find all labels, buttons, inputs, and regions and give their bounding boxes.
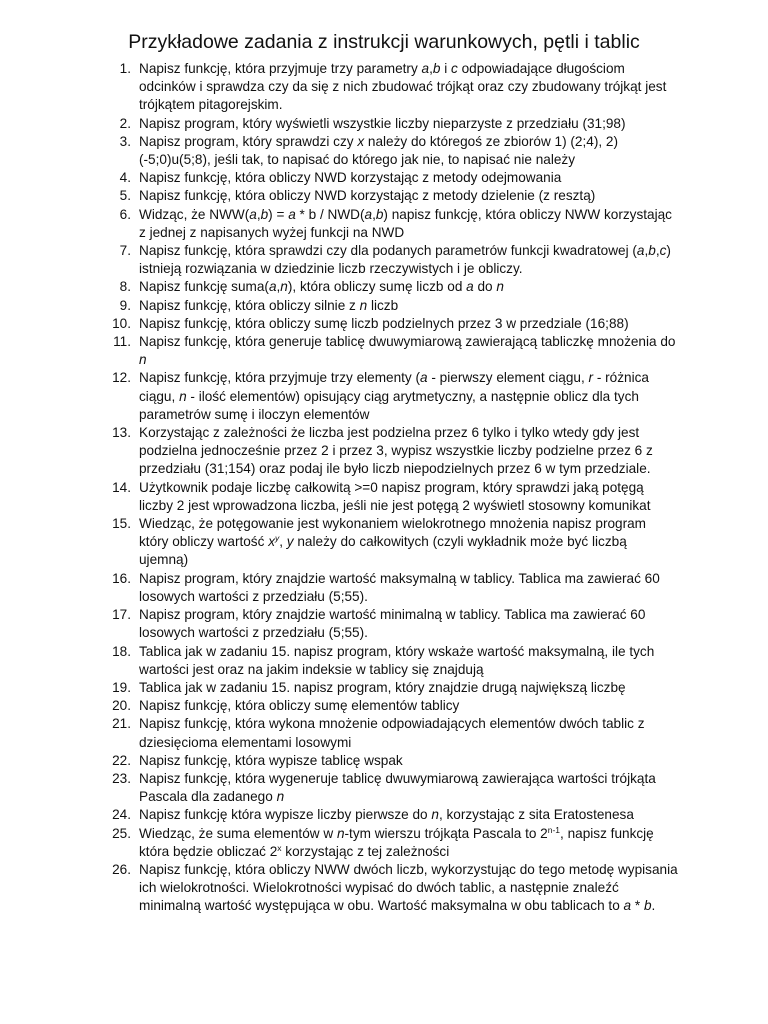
task-text bbox=[139, 207, 672, 240]
task-text-segment: Użytkownik podaje liczbę całkowitą >=0 napisz program, który sprawdzi jaką potęgą liczby 2 jest wprowadzona liczba, jeśli nie jest potęgą 2 wyświetl stosowny komunikat bbox=[139, 479, 651, 513]
task-text-segment: - różnica ciągu, bbox=[139, 370, 649, 404]
task-text bbox=[139, 480, 651, 513]
task-text-segment: Napisz funkcję która wypisze liczby pierwsze do bbox=[139, 807, 432, 823]
task-number: 8. bbox=[119, 279, 131, 295]
task-text-segment: - ilość elementów) opisujący ciąg arytmetyczny, a następnie oblicz dla tych parametrów sumę i iloczyn elementów bbox=[139, 388, 639, 422]
task-number: 15. bbox=[112, 516, 131, 532]
task-text bbox=[139, 334, 675, 367]
task-text-segment: y bbox=[286, 534, 294, 550]
task-item bbox=[0, 133, 679, 169]
task-number: 5. bbox=[119, 188, 131, 204]
task-item bbox=[0, 424, 679, 479]
task-number: 3. bbox=[119, 133, 131, 149]
task-item bbox=[0, 770, 679, 806]
task-text-segment: x bbox=[268, 534, 275, 550]
task-text-segment: Napisz program, który znajdzie wartość minimalną w tablicy. Tablica ma zawierać 60 losowych wartości z przedziału (5;55). bbox=[139, 607, 646, 641]
task-text-segment: a bbox=[249, 206, 257, 222]
task-text-segment: -tym wierszu trójkąta Pascala to 2 bbox=[344, 825, 548, 841]
task-text-segment: x bbox=[357, 133, 365, 149]
task-text-segment: Korzystając z zależności że liczba jest podzielna przez 6 tylko i tylko wtedy gdy jest podzielna jednocześnie przez 2 i przez 3, wypisz wszystkie liczby podzielne przez 6 z przedziału (31;154) oraz podaj ile było liczb niepodzielnych przez 6 w tym przedziale. bbox=[139, 425, 653, 477]
task-item bbox=[0, 643, 679, 679]
task-item bbox=[0, 242, 679, 278]
task-text-segment: , korzystając z sita Eratostenesa bbox=[438, 807, 634, 823]
task-text-segment: Napisz funkcję, która obliczy sumę liczb podzielnych przez 3 w przedziale (16;88) bbox=[139, 315, 629, 331]
task-text-segment: Napisz funkcję, która przyjmuje trzy elementy ( bbox=[139, 370, 421, 386]
task-text-segment: b bbox=[432, 61, 441, 76]
task-item bbox=[0, 806, 679, 824]
task-number: 10. bbox=[112, 315, 131, 331]
task-text bbox=[139, 298, 398, 313]
task-number: 6. bbox=[119, 206, 131, 222]
task-text-segment: x bbox=[277, 842, 282, 853]
task-text bbox=[139, 516, 646, 567]
task-number: 20. bbox=[112, 698, 131, 714]
task-text-segment: n bbox=[336, 825, 345, 841]
task-text-segment: y bbox=[274, 533, 280, 544]
task-number: 7. bbox=[119, 243, 131, 259]
task-text-segment: . bbox=[651, 898, 656, 914]
task-text-segment: n bbox=[179, 388, 187, 404]
task-text bbox=[139, 607, 645, 640]
task-text-segment: * b / NWD( bbox=[295, 206, 365, 222]
task-text-segment: b bbox=[375, 206, 384, 222]
task-text bbox=[139, 425, 653, 476]
task-text-segment: Widząc, że NWW( bbox=[139, 206, 250, 222]
task-text-segment: Tablica jak w zadaniu 15. napisz program, który wskaże wartość maksymalną, ile tych wartości jest oraz na jakim indeksie w tablicy się znajdują bbox=[139, 643, 655, 677]
task-text-segment: należy do całkowitych (czyli wykładnik może być liczbą ujemną) bbox=[139, 534, 627, 568]
task-number: 22. bbox=[112, 752, 131, 768]
task-text-segment: , bbox=[276, 279, 281, 295]
task-number: 9. bbox=[119, 297, 131, 313]
task-number: 16. bbox=[112, 570, 131, 586]
task-text-segment: ), która obliczy sumę liczb od bbox=[287, 279, 467, 295]
task-text bbox=[139, 716, 645, 749]
task-number: 4. bbox=[119, 170, 131, 186]
task-number: 14. bbox=[112, 479, 131, 495]
task-text-segment: b bbox=[643, 898, 652, 914]
task-text-segment: Wiedząc, że suma elementów w bbox=[139, 825, 337, 841]
task-item bbox=[0, 315, 679, 333]
task-text-segment: Napisz program, który znajdzie wartość maksymalną w tablicy. Tablica ma zawierać 60 losowych wartości z przedziału (5;55). bbox=[139, 570, 660, 604]
task-text-segment: należy do któregoś ze zbiorów 1) (2;4), 2) (-5;0)u(5;8), jeśli tak, to napisać do którego jak nie, to napisać nie należy bbox=[139, 133, 618, 168]
task-text-segment: a bbox=[288, 206, 296, 222]
task-text-segment: a bbox=[364, 206, 373, 222]
task-text-segment: a bbox=[421, 61, 430, 76]
task-text bbox=[139, 680, 626, 695]
task-text-segment: , bbox=[655, 243, 660, 259]
task-number: 24. bbox=[112, 807, 131, 823]
task-text bbox=[139, 243, 671, 276]
task-number: 26. bbox=[112, 861, 131, 877]
task-text-segment: a bbox=[636, 243, 645, 259]
task-item bbox=[0, 479, 679, 515]
task-text-segment: ) = bbox=[268, 206, 289, 222]
task-text bbox=[139, 753, 403, 768]
task-text-segment: , bbox=[256, 206, 261, 222]
task-item bbox=[0, 515, 679, 570]
task-text bbox=[139, 188, 595, 203]
task-text-segment: - pierwszy element ciągu, bbox=[427, 370, 589, 386]
task-number: 11. bbox=[113, 334, 131, 350]
task-item bbox=[0, 206, 679, 242]
task-text-segment: a bbox=[623, 898, 632, 914]
task-text-segment: Napisz funkcję, która obliczy silnie z bbox=[139, 297, 360, 313]
task-text-segment: Napisz program, który sprawdzi czy bbox=[139, 133, 358, 149]
task-text-segment: b bbox=[260, 206, 269, 222]
task-text-segment: i bbox=[440, 61, 452, 76]
task-text bbox=[139, 370, 649, 421]
task-item bbox=[0, 297, 679, 315]
task-text-segment: Napisz funkcję, która obliczy sumę elementów tablicy bbox=[139, 698, 460, 714]
task-text-segment: odpowiadające długościom odcinków i sprawdza czy da się z nich zbudować trójkąt oraz czy zbudowany trójkąt jest trójkątem pitagorejskim. bbox=[139, 61, 667, 113]
task-text-segment: , napisz funkcję która będzie obliczać 2 bbox=[139, 825, 654, 859]
task-text bbox=[139, 279, 504, 294]
task-number: 1. bbox=[119, 61, 131, 76]
task-number: 25. bbox=[112, 825, 131, 841]
task-number: 21. bbox=[112, 716, 131, 732]
page-title: Przykładowe zadania z instrukcji warunkowych, pętli i tablic bbox=[128, 31, 640, 53]
task-number: 18. bbox=[112, 643, 131, 659]
task-item bbox=[0, 187, 679, 205]
task-text bbox=[139, 116, 626, 131]
task-text-segment: Wiedząc, że potęgowanie jest wykonaniem wielokrotnego mnożenia napisz program który obliczy wartość bbox=[139, 516, 647, 550]
task-text-segment: b bbox=[648, 243, 656, 259]
task-text-segment: c bbox=[451, 61, 458, 76]
task-item bbox=[0, 369, 679, 424]
task-text-segment: n bbox=[139, 352, 147, 368]
task-text-segment: liczb bbox=[367, 297, 399, 313]
task-text-segment: Napisz funkcję, która obliczy NWD korzystając z metody dzielenie (z resztą) bbox=[139, 188, 596, 204]
task-text-segment: , bbox=[644, 243, 649, 259]
task-number: 17. bbox=[112, 607, 131, 623]
task-number: 2. bbox=[119, 115, 131, 131]
task-text-segment: , bbox=[279, 534, 287, 550]
task-text-segment: Napisz funkcję, która wypisze tablicę wspak bbox=[139, 752, 403, 768]
task-text-segment: * bbox=[631, 898, 644, 914]
task-text-segment: , bbox=[372, 206, 376, 222]
task-text bbox=[139, 644, 654, 677]
task-number: 12. bbox=[112, 370, 131, 386]
task-item bbox=[0, 278, 679, 296]
task-item bbox=[0, 570, 679, 606]
task-text-segment: do bbox=[473, 279, 497, 295]
task-text-segment: ) napisz funkcję, która obliczy NWW korzystając z jednej z napisanych wyżej funkcji na NWD bbox=[139, 206, 672, 240]
task-text-segment: n bbox=[276, 789, 285, 805]
task-text-segment: korzystając z tej zależności bbox=[281, 843, 450, 859]
task-item bbox=[0, 752, 679, 770]
task-text-segment: n bbox=[280, 279, 288, 295]
task-item bbox=[0, 60, 679, 115]
task-text bbox=[139, 807, 634, 822]
task-text-segment: Napisz funkcję, która generuje tablicę dwuwymiarową zawierającą tabliczkę mnożenia do bbox=[139, 334, 676, 350]
task-text-segment: n bbox=[496, 279, 504, 295]
task-item bbox=[0, 679, 679, 697]
task-text bbox=[139, 698, 459, 713]
task-text-segment: Napisz funkcję, która obliczy NWD korzystając z metody odejmowania bbox=[139, 170, 562, 186]
task-text-segment: n bbox=[359, 297, 368, 313]
task-item bbox=[0, 333, 679, 369]
task-text-segment: n-1 bbox=[547, 824, 561, 835]
task-text-segment: a bbox=[466, 279, 474, 295]
task-text-segment: a bbox=[268, 279, 277, 295]
task-text-segment: Napisz funkcję, która przyjmuje trzy parametry bbox=[139, 61, 422, 76]
task-text-segment: Napisz program, który wyświetli wszystkie liczby nieparzyste z przedziału (31;98) bbox=[139, 115, 626, 131]
task-text-segment: c bbox=[659, 243, 667, 259]
task-text bbox=[139, 316, 629, 331]
task-text-segment: Napisz funkcję, która sprawdzi czy dla podanych parametrów funkcji kwadratowej ( bbox=[139, 243, 637, 259]
task-text-segment: , bbox=[429, 61, 433, 76]
task-item bbox=[0, 715, 679, 751]
task-text bbox=[139, 170, 561, 185]
task-text-segment: Napisz funkcję, która wygeneruje tablicę dwuwymiarową zawierająca wartości trójkąta Pascala dla zadanego bbox=[139, 770, 656, 805]
task-number: 13. bbox=[112, 425, 131, 441]
task-item bbox=[0, 169, 679, 187]
task-item bbox=[0, 606, 679, 642]
task-text-segment: Napisz funkcję, która obliczy NWW dwóch liczb, wykorzystując do tego metodę wypisania ich wielokrotności. Wielokrotności wypisać do dwóch tablic, a następnie znaleźć minimalną wartość występująca w obu. Wartość maksymalna w obu tablicach to bbox=[139, 861, 678, 914]
task-text-segment: Napisz funkcję suma( bbox=[139, 279, 269, 295]
task-text-segment: ) istnieją rozwiązania w dziedzinie liczb rzeczywistych i je obliczy. bbox=[139, 243, 671, 277]
task-text-segment: r bbox=[588, 370, 594, 386]
task-item bbox=[0, 825, 679, 861]
task-text bbox=[139, 862, 678, 913]
task-text bbox=[139, 134, 618, 167]
task-text bbox=[139, 826, 654, 859]
task-item bbox=[0, 861, 679, 916]
task-item bbox=[0, 697, 679, 715]
task-list bbox=[0, 60, 768, 916]
task-text-segment: Tablica jak w zadaniu 15. napisz program, który znajdzie drugą największą liczbę bbox=[139, 679, 626, 695]
task-text bbox=[139, 571, 660, 604]
task-text-segment: Napisz funkcję, która wykona mnożenie odpowiadających elementów dwóch tablic z dziesięcioma elementami losowymi bbox=[139, 716, 645, 750]
task-number: 19. bbox=[112, 679, 131, 695]
task-item bbox=[0, 115, 679, 133]
task-text bbox=[139, 61, 666, 112]
task-text bbox=[139, 771, 656, 804]
task-number: 23. bbox=[112, 770, 131, 786]
task-text-segment: a bbox=[420, 370, 428, 386]
task-text-segment: n bbox=[431, 807, 439, 823]
